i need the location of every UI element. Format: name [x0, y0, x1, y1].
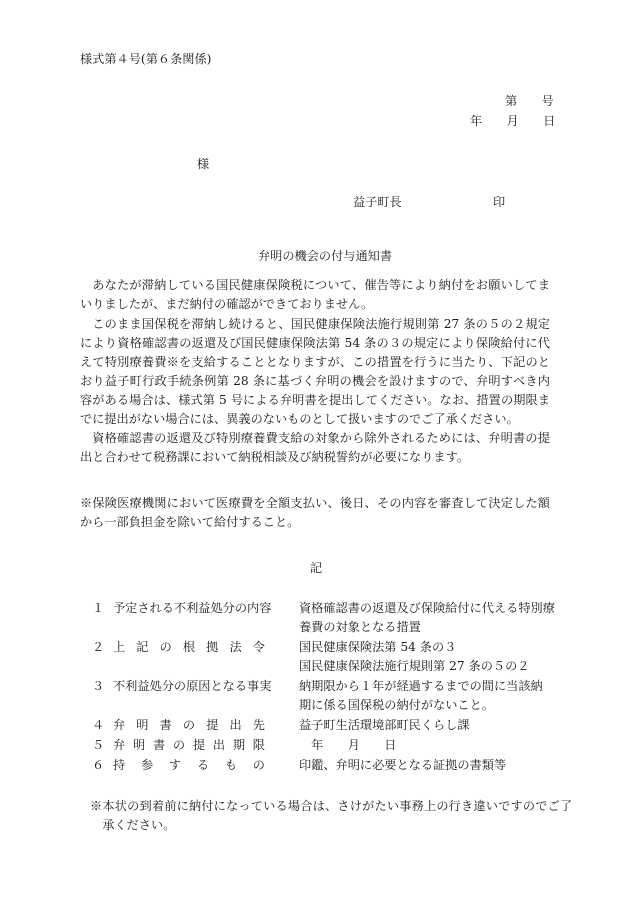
document-number: 第 号	[505, 94, 554, 108]
item-row-3-cont	[80, 696, 580, 715]
item-number: １	[92, 601, 105, 615]
item-row-2	[80, 638, 580, 657]
seal-mark: 印	[493, 195, 506, 209]
item-number: ５	[92, 738, 105, 752]
item-value: 年 月 日	[299, 738, 397, 752]
item-value: 印鑑、弁明に必要となる証拠の書類等	[299, 758, 507, 772]
item-number: ２	[92, 640, 105, 654]
item-label: 持参するもの	[113, 758, 265, 772]
body-paragraph-2: このまま国保税を滞納し続けると、国民健康保険法施行規則第 27 条の５の２規定により資格確認書の返還及び国民健康保険法第 54 条の３の規定により保険給付に代えて特別療養費※を支給することとなりますが、この措置を行うに当たり、下記のとおり益子町行政手続条例第 28 条に基づく弁明の機会を設けますので、弁明すべき内容がある場合は、様式第 5 号による弁明書を提出してください。なお、措置の期限までに提出がない場合には、異義のないものとして扱いますのでご了承ください。	[80, 317, 550, 426]
item-value: 国民健康保険法施行規則第 27 条の５の２	[299, 659, 530, 673]
footer-note: ※本状の到着前に納付になっている場合は、さけがたい事務上の行き違いですのでご了承ください。	[90, 799, 573, 832]
item-row-1-cont	[80, 618, 580, 637]
issuer-name: 益子町長	[353, 195, 402, 209]
item-value: 資格確認書の返還及び保険給付に代える特別療	[299, 601, 555, 615]
item-row-6	[80, 756, 580, 775]
item-label: 弁明書の提出先	[113, 718, 265, 732]
item-label: 不利益処分の原因となる事実	[113, 679, 272, 693]
ki-heading: 記	[310, 561, 323, 575]
item-row-5	[80, 736, 580, 755]
item-value: 納期限から１年が経過するまでの間に当該納	[299, 679, 543, 693]
note-paragraph: ※保険医療機関において医療費を全額支払い、後日、その内容を審査して決定した額から一部負担金を除いて給付すること。	[80, 496, 550, 529]
item-value: 養費の対象となる措置	[299, 620, 421, 634]
item-row-2-cont	[80, 657, 580, 676]
addressee-suffix: 様	[197, 157, 210, 171]
item-number: ６	[92, 758, 105, 772]
body-paragraph-3: 資格確認書の返還及び特別療養費支給の対象から除外されるためには、弁明書の提出と合わせて税務課において納税相談及び納税誓約が必要になります。	[80, 431, 550, 464]
form-label: 様式第４号(第６条関係)	[80, 52, 212, 66]
item-value: 国民健康保険法第 54 条の３	[299, 640, 457, 654]
item-value: 益子町生活環境部町民くらし課	[299, 718, 470, 732]
item-label: 上記の根拠法令	[113, 640, 265, 654]
document-title: 弁明の機会の付与通知書	[258, 249, 393, 263]
item-label: 弁明書の提出期限	[113, 738, 265, 752]
body-paragraph-1: あなたが滞納している国民健康保険税について、催告等により納付をお願いしてまいりましたが、まだ納付の確認ができておりません。	[80, 278, 550, 311]
document-date: 年 月 日	[470, 114, 556, 128]
item-value: 期に係る国保税の納付がないこと。	[299, 698, 494, 712]
item-label: 予定される不利益処分の内容	[113, 601, 272, 615]
item-row-1	[80, 599, 580, 618]
item-number: ４	[92, 718, 105, 732]
item-row-4	[80, 716, 580, 735]
item-number: ３	[92, 679, 105, 693]
item-row-3	[80, 677, 580, 696]
